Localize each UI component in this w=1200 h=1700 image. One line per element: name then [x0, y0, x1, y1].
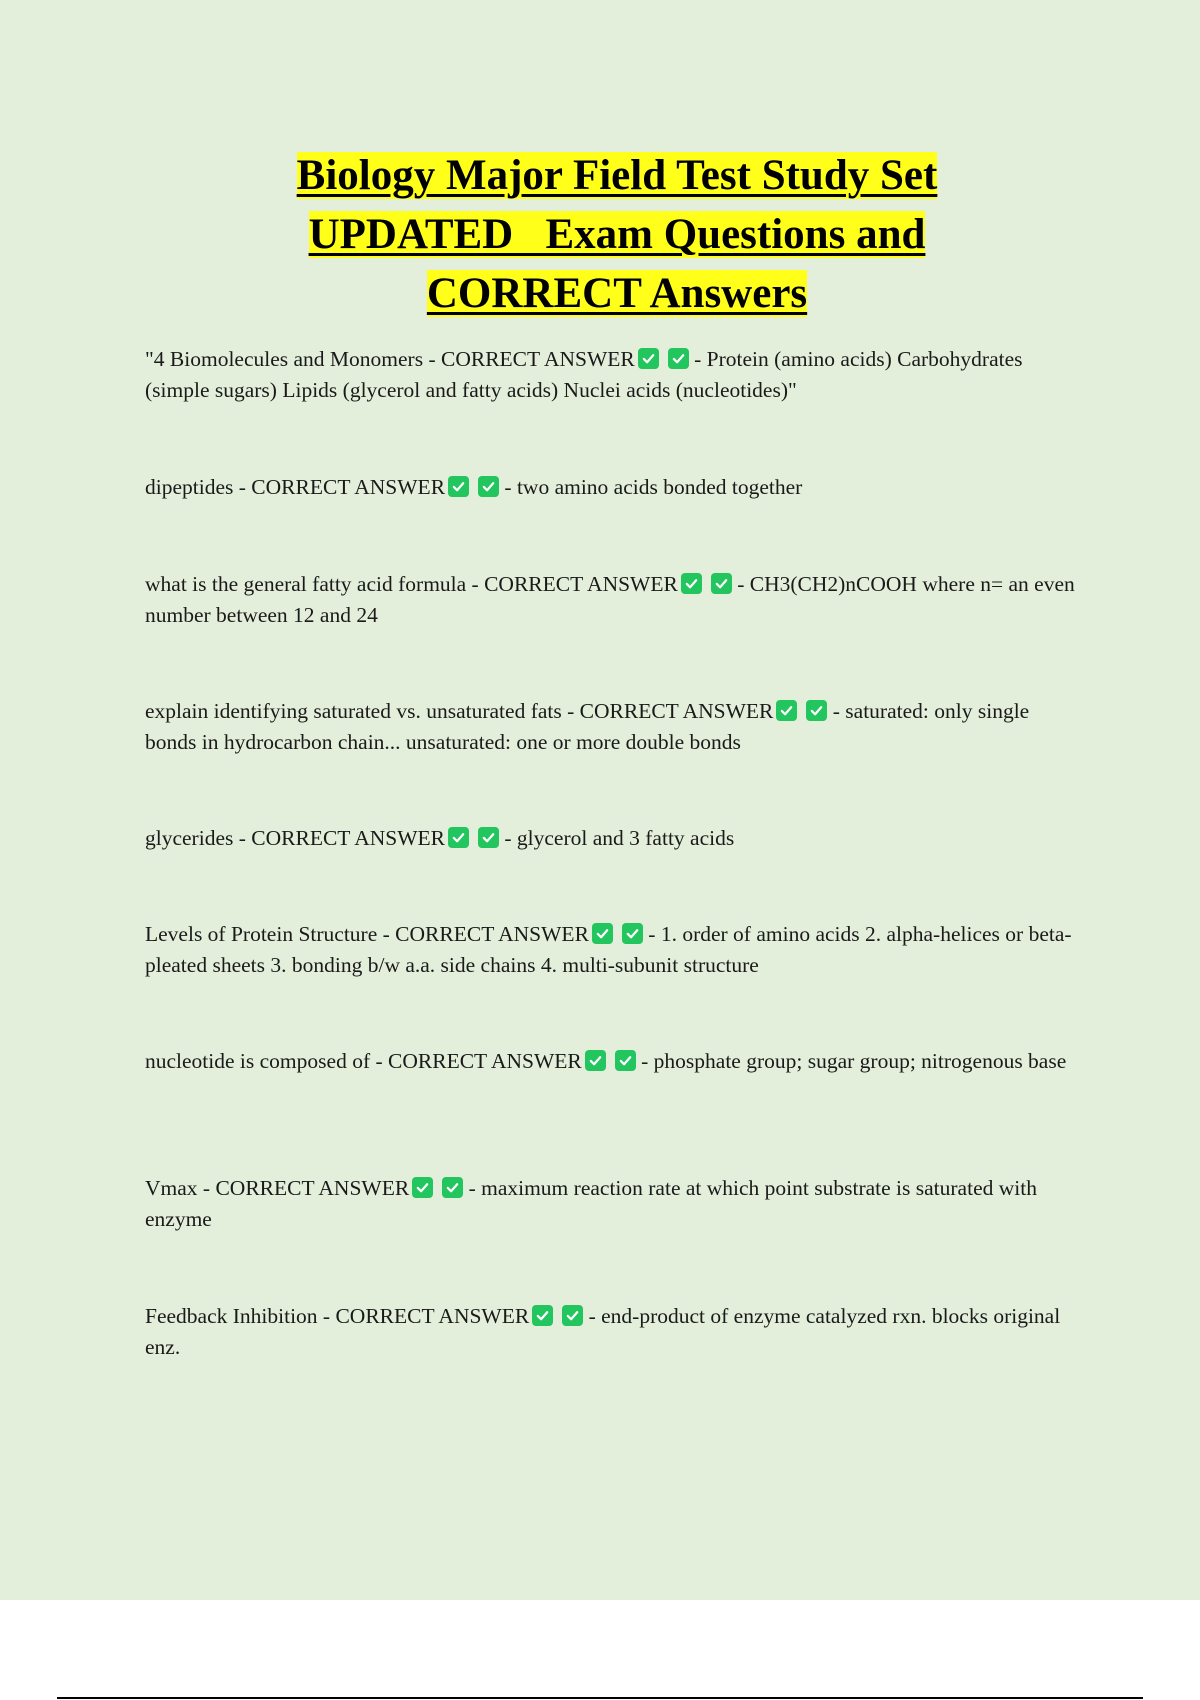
document-title	[0, 146, 1200, 323]
check-mark-button-icon	[615, 1050, 636, 1071]
qa-term: Vmax -	[145, 1176, 216, 1200]
qa-item	[145, 569, 1085, 631]
qa-term: explain identifying saturated vs. unsaturated fats -	[145, 699, 580, 723]
qa-item	[145, 472, 1085, 503]
qa-item	[145, 919, 1085, 981]
answer-marker: CORRECT ANSWER	[251, 475, 446, 499]
qa-item	[145, 696, 1085, 758]
check-mark-button-icon	[532, 1305, 553, 1326]
title-line-text: Biology Major Field Test Study Set	[296, 152, 938, 199]
title-line-text: UPDATED Exam Questions and	[308, 211, 926, 258]
qa-item	[145, 1046, 1085, 1077]
footer-rule	[57, 1697, 1143, 1699]
qa-item	[145, 823, 1085, 854]
answer-marker: CORRECT ANSWER	[441, 347, 635, 371]
qa-term: glycerides -	[145, 826, 252, 850]
check-mark-button-icon	[478, 476, 499, 497]
answer-marker: CORRECT ANSWER	[251, 826, 445, 850]
title-line	[0, 146, 1200, 205]
answer-marker: CORRECT ANSWER	[335, 1304, 530, 1328]
qa-definition: - Protein (amino acids) Carbohydrates (simple sugars) Lipids (glycerol and fatty acids) Nuclei acids (nucleotides)"	[145, 347, 1023, 402]
check-mark-button-icon	[478, 827, 499, 848]
qa-definition: - end-product of enzyme catalyzed rxn. blocks original enz.	[145, 1304, 1061, 1359]
check-mark-button-icon	[562, 1305, 583, 1326]
check-mark-button-icon	[442, 1177, 463, 1198]
qa-term: Levels of Protein Structure -	[145, 922, 396, 946]
check-mark-button-icon	[622, 923, 643, 944]
qa-definition: - phosphate group; sugar group; nitrogenous base	[635, 1049, 1067, 1073]
check-mark-button-icon	[448, 476, 469, 497]
qa-term: what is the general fatty acid formula -	[145, 572, 485, 596]
check-mark-button-icon	[681, 573, 702, 594]
qa-term: dipeptides -	[145, 475, 252, 499]
title-line-text: CORRECT Answers	[426, 270, 808, 317]
answer-marker: CORRECT ANSWER	[388, 1049, 582, 1073]
qa-term: nucleotide is composed of -	[145, 1049, 389, 1073]
check-mark-button-icon	[806, 700, 827, 721]
title-line	[0, 264, 1200, 323]
check-mark-button-icon	[412, 1177, 433, 1198]
answer-marker: CORRECT ANSWER	[579, 699, 774, 723]
qa-definition: - maximum reaction rate at which point substrate is saturated with enzyme	[145, 1176, 1037, 1231]
qa-item	[145, 344, 1085, 406]
qa-item	[145, 1173, 1085, 1235]
check-mark-button-icon	[448, 827, 469, 848]
check-mark-button-icon	[638, 348, 659, 369]
qa-definition: - saturated: only single bonds in hydrocarbon chain... unsaturated: one or more double bonds	[145, 699, 1030, 754]
qa-term: Feedback Inhibition -	[145, 1304, 336, 1328]
qa-term: "4 Biomolecules and Monomers -	[145, 347, 441, 371]
check-mark-button-icon	[711, 573, 732, 594]
qa-definition: - 1. order of amino acids 2. alpha-helices or beta-pleated sheets 3. bonding b/w a.a. side chains 4. multi-subunit structure	[145, 922, 1072, 977]
check-mark-button-icon	[585, 1050, 606, 1071]
check-mark-button-icon	[776, 700, 797, 721]
qa-definition: - two amino acids bonded together	[499, 475, 803, 499]
qa-definition: - glycerol and 3 fatty acids	[499, 826, 735, 850]
check-mark-button-icon	[668, 348, 689, 369]
qa-definition: - CH3(CH2)nCOOH where n= an even number between 12 and 24	[145, 572, 1075, 627]
title-line	[0, 205, 1200, 264]
qa-item	[145, 1301, 1085, 1363]
answer-marker: CORRECT ANSWER	[395, 922, 589, 946]
answer-marker: CORRECT ANSWER	[215, 1176, 410, 1200]
check-mark-button-icon	[592, 923, 613, 944]
answer-marker: CORRECT ANSWER	[484, 572, 678, 596]
